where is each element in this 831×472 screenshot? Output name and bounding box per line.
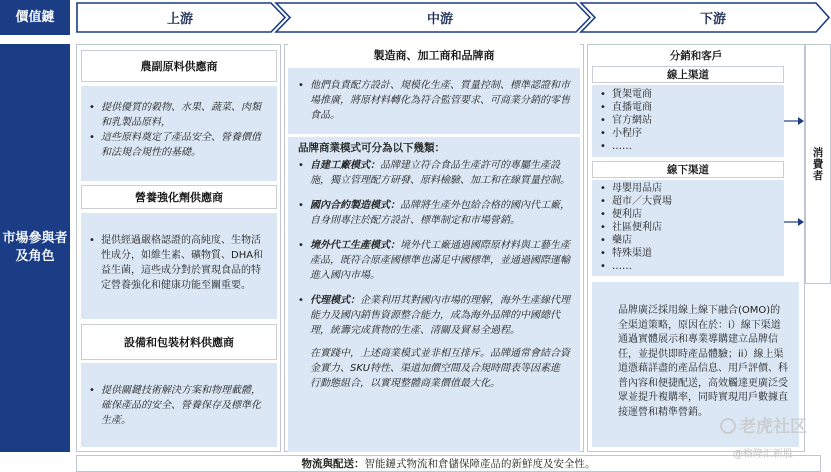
value-chain-label: 價值鏈 bbox=[0, 0, 70, 35]
stage-downstream: 下游 bbox=[699, 12, 726, 27]
online-channel-list bbox=[592, 85, 784, 157]
mode-self-built bbox=[298, 158, 570, 188]
watermark-source: @格隆汇新股 bbox=[733, 449, 793, 460]
fortifier-suppliers-title: 營養強化劑供應商 bbox=[81, 185, 277, 209]
mode-agency-desc: 企業利用其對國內市場的理解，海外生產線代理能力及國內銷售資源整合能力，成為海外品牌的中國總代理，統籌完成貨物的生產、清關及貿易全過程。 bbox=[310, 295, 570, 336]
distribution-title: 分銷和客戶 bbox=[669, 50, 723, 62]
offline-item-maternity-store: • 母嬰用品店 bbox=[600, 182, 778, 195]
online-channel-title: 線上渠道 bbox=[592, 66, 784, 83]
farm-suppliers-box bbox=[81, 86, 277, 181]
mode-overseas-oem bbox=[298, 238, 570, 283]
manufacturers-intro: • 他們負責配方設計、規模化生產、質量控制、標準認證和市場推廣，將原材料轉化為符合監管要求、可商業分銷的零售食品。 bbox=[298, 78, 570, 123]
online-item-more: • …… bbox=[600, 140, 778, 153]
equipment-suppliers-box bbox=[81, 363, 277, 447]
mode-domestic-oem-name: 國內合約製造模式： bbox=[310, 200, 400, 211]
watermark-brand bbox=[720, 412, 807, 437]
consumer-box bbox=[805, 44, 831, 284]
omo-text: 品牌廣泛採用線上線下融合(OMO)的全渠道策略，原因在於：i）線下渠道通過實體展示和專業導購建立品牌信任，並提供即時產品體驗；ii）線上渠道憑藉詳盡的產品信息、用戶評價、科普內容和便捷配送，高效觸達更廣泛受眾並提升複購率，同時實現用戶數據直接運營和精準營銷。 bbox=[618, 305, 788, 418]
business-modes-box bbox=[288, 137, 580, 452]
watermark-logo-icon bbox=[720, 418, 736, 434]
offline-item-pharmacy: • 藥店 bbox=[600, 234, 778, 247]
fortifier-suppliers-box bbox=[81, 213, 277, 319]
online-item-livestream: • 直播電商 bbox=[600, 101, 778, 114]
channel-arrows bbox=[784, 60, 806, 290]
stage-upstream: 上游 bbox=[166, 12, 193, 27]
mode-self-built-name: 自建工廠模式： bbox=[310, 160, 380, 171]
market-participants-line2: 及角色 bbox=[15, 249, 55, 264]
farm-suppliers-bullet-2: • 這些原料奠定了產品安全、營養價值和法規合規性的基礎。 bbox=[89, 130, 269, 160]
mode-self-built-desc: 品牌建立符合食品生產許可的專屬生產設施，獨立管理配方研發、原料檢驗、加工和在線質量控制。 bbox=[310, 160, 570, 186]
business-modes-closing: 在實踐中，上述商業模式並非相互排斥。品牌通常會結合資金實力、SKU特性、渠道加價空間及合規時間表等因素進行動態組合，以實現整體商業價值最大化。 bbox=[310, 348, 570, 389]
offline-item-convenience: • 便利店 bbox=[600, 208, 778, 221]
mode-agency-name: 代理模式： bbox=[310, 295, 360, 306]
online-arrowhead-icon bbox=[798, 117, 804, 125]
mode-domestic-oem-desc: 品牌將生產外包給合格的國內代工廠，自身則專注於配方設計、標準制定和市場營銷。 bbox=[310, 200, 570, 226]
manufacturers-title: 製造商、加工商和品牌商 bbox=[288, 44, 580, 66]
business-modes-title: 品牌商業模式可分為以下幾類： bbox=[298, 142, 445, 154]
mode-domestic-oem bbox=[298, 198, 570, 228]
manufacturers-intro-box bbox=[288, 68, 580, 134]
logistics-label: 物流與配送： bbox=[301, 458, 365, 470]
mode-overseas-oem-name: 境外代工生產模式： bbox=[310, 240, 400, 251]
offline-channel-list bbox=[592, 180, 784, 276]
equipment-suppliers-title: 設備和包裝材料供應商 bbox=[81, 324, 277, 360]
fortifier-suppliers-bullet-1: • 提供經過嚴格認證的高純度、生物活性成分，如維生素、礦物質、DHA和益生菌，這些成分對於實現食品的特定營養強化和健康功能至關重要。 bbox=[89, 233, 269, 293]
offline-item-more: • …… bbox=[600, 260, 778, 273]
online-item-official-site: • 官方網站 bbox=[600, 114, 778, 127]
equipment-suppliers-bullet-1: • 提供關鍵技術解決方案和物理載體，確保產品的安全、營養保存及標準化生產。 bbox=[89, 383, 269, 428]
offline-item-community-store: • 社區便利店 bbox=[600, 221, 778, 234]
logistics-footer bbox=[76, 455, 821, 472]
online-item-mini-program: • 小程序 bbox=[600, 127, 778, 140]
watermark-brand-text: 老虎社区 bbox=[739, 417, 807, 437]
market-participants-line1: 市場參與者 bbox=[2, 231, 68, 246]
farm-suppliers-bullet-1: • 提供優質的穀物、水果、蔬菜、肉類和乳製品原料， bbox=[89, 100, 269, 130]
farm-suppliers-title: 農副原料供應商 bbox=[81, 50, 277, 82]
offline-item-special: • 特殊渠道 bbox=[600, 247, 778, 260]
mode-overseas-oem-desc: 境外代工廠通過國際原材料與工藝生產產品，既符合原產國標準也滿足中國標準，並通過國際運輸進入國內市場。 bbox=[310, 240, 570, 281]
offline-arrowhead-icon bbox=[798, 218, 804, 226]
stage-midstream: 中游 bbox=[426, 12, 453, 27]
offline-channel-title: 線下渠道 bbox=[592, 161, 784, 178]
logistics-text: 智能鏈式物流和倉儲保障產品的新鮮度及安全性。 bbox=[364, 458, 596, 470]
market-participants-label bbox=[0, 44, 70, 452]
offline-item-supermarket: • 超市／大賣場 bbox=[600, 195, 778, 208]
online-item-shelf-ecommerce: • 貨架電商 bbox=[600, 88, 778, 101]
mode-agency bbox=[298, 293, 570, 338]
consumer-label: 消費者 bbox=[811, 146, 824, 182]
